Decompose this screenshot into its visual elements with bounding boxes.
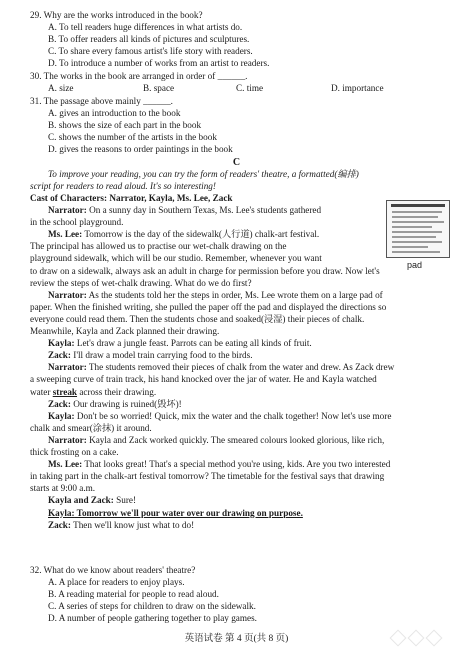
speaker-text: starts at 9:00 a.m. bbox=[30, 483, 96, 494]
question-32-stem: 32. What do we know about readers' theatre? bbox=[30, 565, 196, 575]
question-32-option-b: B. A reading material for people to read aloud. bbox=[48, 589, 219, 599]
speaker-text: Then we'll know just what to do! bbox=[70, 519, 195, 530]
question-31-option-b: B. shows the size of each part in the book bbox=[48, 120, 202, 130]
question-31-stem: 31. The passage above mainly ______. bbox=[30, 96, 173, 106]
speaker-name: Narrator: bbox=[48, 205, 87, 215]
script-line bbox=[48, 520, 194, 531]
question-29-option-d: D. To introduce a number of works from an artist to readers. bbox=[48, 58, 270, 68]
speaker-name: Kayla: bbox=[48, 507, 75, 518]
question-32-option-c: C. A series of steps for children to draw on the sidewalk. bbox=[48, 601, 256, 611]
question-29-option-c: C. To share every famous artist's life story with readers. bbox=[48, 46, 253, 56]
speaker-text: Tomorrow we'll pour water over our drawing on purpose. bbox=[74, 507, 303, 518]
script-line bbox=[30, 326, 219, 337]
speaker-name: Kayla: bbox=[48, 338, 75, 349]
script-line bbox=[30, 217, 123, 228]
page-footer: 英语试卷 第 4 页(共 8 页) bbox=[184, 634, 289, 644]
question-32-option-a: A. A place for readers to enjoy plays. bbox=[48, 577, 185, 587]
script-line bbox=[48, 290, 383, 301]
speaker-text: The students removed their pieces of chalk from the water and drew. As Zack drew bbox=[86, 362, 395, 373]
speaker-text: Let's draw a jungle feast. Parrots can be eating all kinds of fruit. bbox=[74, 338, 312, 349]
script-line bbox=[48, 205, 321, 216]
speaker-name: Narrator: bbox=[48, 289, 87, 300]
speaker-name: Kayla and Zack: bbox=[48, 495, 114, 506]
speaker-text: review the steps of wet-chalk drawing. What do we do first? bbox=[30, 277, 252, 288]
script-line bbox=[48, 435, 384, 446]
script-line bbox=[30, 253, 322, 264]
section-letter: C bbox=[232, 157, 241, 168]
speaker-text: playground sidewalk, which will be our studio. Remember, whenever you want bbox=[30, 253, 322, 264]
question-32-option-d: D. A number of people gathering together to play games. bbox=[48, 613, 257, 623]
question-30-option-b: B. space bbox=[143, 83, 175, 93]
pad-illustration bbox=[386, 200, 450, 258]
speaker-text: Our drawing is ruined(毁坏)! bbox=[70, 398, 182, 409]
speaker-name: Narrator: bbox=[48, 362, 87, 373]
question-31-option-a: A. gives an introduction to the book bbox=[48, 108, 181, 118]
speaker-name: Zack: bbox=[48, 350, 71, 361]
speaker-text: Kayla and Zack worked quickly. The smeared colours looked glorious, like rich, bbox=[86, 434, 385, 445]
question-31-option-c: C. shows the number of the artists in the book bbox=[48, 132, 217, 142]
question-30-option-c: C. time bbox=[236, 83, 264, 93]
script-line bbox=[48, 338, 312, 349]
speaker-name: Zack: bbox=[48, 398, 71, 409]
script-line bbox=[30, 483, 95, 494]
speaker-text: a sweeping curve of train track, his hand knocked over the jar of water. He and Kayla watched bbox=[30, 374, 377, 385]
speaker-name: Ms. Lee: bbox=[48, 459, 83, 470]
question-29-option-b: B. To offer readers all kinds of pictures and sculptures. bbox=[48, 34, 250, 44]
speaker-name: Ms. Lee: bbox=[48, 229, 83, 240]
script-line bbox=[30, 266, 380, 277]
speaker-name: Narrator: bbox=[48, 434, 87, 445]
speaker-text: chalk and smear(涂抹) it around. bbox=[30, 422, 152, 433]
speaker-text: Sure! bbox=[113, 495, 137, 506]
script-line bbox=[48, 229, 319, 240]
script-line bbox=[30, 387, 156, 398]
pad-caption: pad bbox=[407, 260, 423, 270]
speaker-text: thick frosting on a cake. bbox=[30, 447, 119, 457]
question-30-stem: 30. The works in the book are arranged in order of ______. bbox=[30, 71, 248, 81]
script-line bbox=[48, 508, 303, 519]
speaker-text: As the students told her the steps in order, Ms. Lee wrote them on a large pad of bbox=[86, 289, 383, 300]
speaker-text: paper. When the finished writing, she pulled the paper off the pad and displayed the directions so bbox=[30, 301, 387, 312]
speaker-name: Kayla: bbox=[48, 410, 75, 421]
script-line bbox=[30, 314, 364, 325]
speaker-text: in taking part in the chalk-art festival tomorrow? The timetable for the festival says that drawing bbox=[30, 471, 385, 482]
script-line bbox=[48, 399, 182, 410]
watermark-icon bbox=[388, 628, 458, 646]
speaker-text: in the school playground. bbox=[30, 217, 124, 228]
question-30-options bbox=[48, 83, 408, 94]
highlighted-word: streak bbox=[52, 386, 78, 397]
speaker-text: That looks great! That's a special method you're using, kids. Are you two interested bbox=[82, 459, 391, 470]
script-line bbox=[48, 411, 391, 422]
script-line bbox=[30, 302, 386, 313]
script-line bbox=[48, 362, 394, 373]
question-29-stem: 29. Why are the works introduced in the book? bbox=[30, 10, 203, 20]
speaker-text: Don't be so worried! Quick, mix the water and the chalk together! Now let's use more bbox=[74, 410, 392, 421]
speaker-text: water streak across their drawing. bbox=[30, 386, 157, 397]
script-line bbox=[30, 278, 252, 289]
script-line bbox=[30, 423, 152, 434]
speaker-text: I'll draw a model train carrying food to the birds. bbox=[70, 350, 253, 361]
speaker-text: Meanwhile, Kayla and Zack planned their drawing. bbox=[30, 326, 220, 336]
question-31-option-d: D. gives the reasons to order paintings in the book bbox=[48, 144, 233, 154]
speaker-text: everyone could read them. Then the students chose and soaked(浸湿) their pieces of chalk. bbox=[30, 313, 365, 324]
section-intro-line-1: To improve your reading, you can try the form of readers' theatre, a formatted(编排) bbox=[48, 169, 359, 179]
speaker-text: Tomorrow is the day of the sidewalk(人行道) chalk-art festival. bbox=[82, 229, 320, 240]
question-30-option-a: A. size bbox=[48, 83, 74, 93]
script-line bbox=[48, 459, 390, 470]
question-30-option-d: D. importance bbox=[331, 83, 384, 93]
script-line bbox=[48, 495, 136, 506]
speaker-text: On a sunny day in Southern Texas, Ms. Lee's students gathered bbox=[86, 205, 322, 215]
script-line bbox=[30, 447, 119, 458]
question-29-option-a: A. To tell readers huge differences in what artists do. bbox=[48, 22, 243, 32]
speaker-text: The principal has allowed us to practise our wet-chalk drawing on the bbox=[30, 241, 287, 252]
script-line bbox=[30, 471, 384, 482]
script-line bbox=[48, 350, 253, 361]
cast-of-characters: Cast of Characters: Narrator, Kayla, Ms. Lee, Zack bbox=[30, 193, 233, 203]
script-line bbox=[30, 374, 377, 385]
script-line bbox=[30, 241, 286, 252]
speaker-name: Zack: bbox=[48, 519, 71, 530]
section-intro-line-2: script for readers to read aloud. It's so interesting! bbox=[30, 181, 216, 191]
speaker-text: to draw on a sidewalk, always ask an adult in charge for permission before you draw. Now let's bbox=[30, 265, 380, 276]
